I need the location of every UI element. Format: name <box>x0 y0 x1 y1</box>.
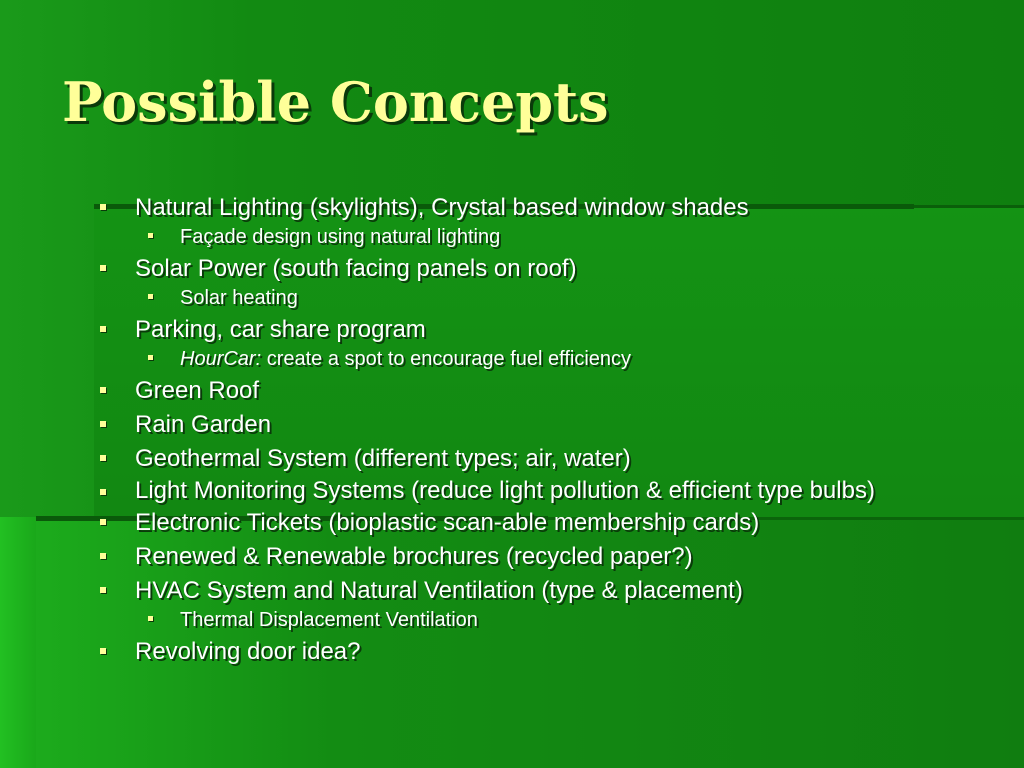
bullet-text: Natural Lighting (skylights), Crystal based window shades <box>135 194 749 221</box>
square-bullet-icon <box>148 616 153 621</box>
square-bullet-icon <box>100 455 106 461</box>
sub-bullet-text: Thermal Displacement Ventilation <box>180 609 478 631</box>
bullet-text: Rain Garden <box>135 411 272 438</box>
square-bullet-icon <box>100 204 106 210</box>
bullet-item <box>96 376 976 405</box>
bullet-text: Revolving door idea? <box>135 638 361 665</box>
bullet-text: Electronic Tickets (bioplastic scan-able membership cards) <box>135 509 760 536</box>
sub-bullet-item <box>96 347 976 371</box>
square-bullet-icon <box>100 553 106 559</box>
bullet-item <box>96 576 976 605</box>
square-bullet-icon <box>100 587 106 593</box>
sub-bullet-text: create a spot to encourage fuel efficiency <box>261 348 632 370</box>
square-bullet-icon <box>100 421 106 427</box>
square-bullet-icon <box>100 265 106 271</box>
square-bullet-icon <box>100 519 106 525</box>
sub-bullet-emphasis: HourCar: <box>180 348 262 370</box>
bullet-text: Renewed & Renewable brochures (recycled paper?) <box>135 543 693 570</box>
bullet-item <box>96 410 976 439</box>
sub-bullet-text: Solar heating <box>180 287 298 309</box>
sub-bullet-item <box>96 286 976 310</box>
square-bullet-icon <box>100 489 106 495</box>
square-bullet-icon <box>100 387 106 393</box>
square-bullet-icon <box>148 355 153 360</box>
bullet-item <box>96 444 976 473</box>
bullet-list <box>96 188 976 666</box>
background-left-strip <box>0 517 36 768</box>
bullet-text: HVAC System and Natural Ventilation (type & placement) <box>135 577 743 604</box>
bullet-text: Light Monitoring Systems (reduce light pollution & efficient type bulbs) <box>135 477 875 504</box>
bullet-item <box>96 478 976 503</box>
sub-bullet-item <box>96 225 976 249</box>
bullet-item <box>96 542 976 571</box>
square-bullet-icon <box>148 233 153 238</box>
square-bullet-icon <box>100 648 106 654</box>
sub-bullet-text: Façade design using natural lighting <box>180 226 501 248</box>
bullet-item <box>96 254 976 283</box>
square-bullet-icon <box>100 326 106 332</box>
bullet-text: Parking, car share program <box>135 316 426 343</box>
bullet-item <box>96 637 976 666</box>
bullet-text: Geothermal System (different types; air, water) <box>135 445 631 472</box>
square-bullet-icon <box>148 294 153 299</box>
bullet-item <box>96 508 976 537</box>
bullet-item <box>96 315 976 344</box>
bullet-text: Solar Power (south facing panels on roof) <box>135 255 577 282</box>
slide-title: Possible Concepts <box>62 70 609 134</box>
bullet-text: Green Roof <box>135 377 260 404</box>
sub-bullet-item <box>96 608 976 632</box>
bullet-item <box>96 193 976 222</box>
